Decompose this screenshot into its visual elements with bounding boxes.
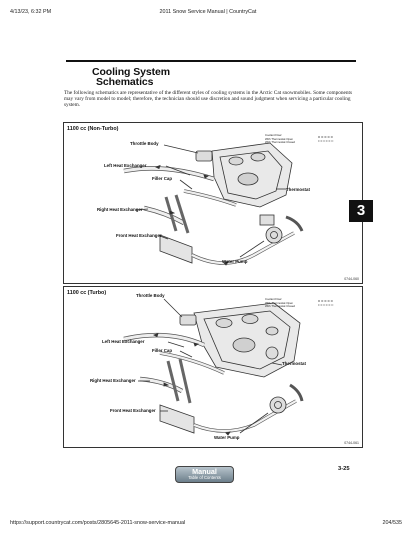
figure-title: 1100 cc (Non-Turbo) (67, 126, 119, 132)
print-page-count: 204/535 (382, 520, 402, 526)
turbo-schematic-drawing (64, 287, 362, 447)
label-thermostat: Thermostat (286, 187, 310, 192)
label-filler-cap: Filler Cap (152, 176, 173, 181)
label-right-heat-exchanger: Right Heat Exchanger (90, 378, 136, 383)
chapter-tab: 3 (349, 200, 373, 222)
non-turbo-schematic-drawing (64, 123, 362, 283)
figure-code: 0744-060 (344, 277, 359, 281)
figure-title: 1100 cc (Turbo) (67, 290, 107, 296)
legend-heading: Coolant Flow: (265, 297, 283, 301)
legend-row-open: With Thermostat Open (265, 300, 294, 305)
toc-button-line-2: Table of Contents (188, 475, 221, 480)
label-water-pump: Water Pump (214, 435, 240, 440)
label-right-heat-exchanger: Right Heat Exchanger (97, 207, 143, 212)
print-datetime: 4/13/23, 6:32 PM (10, 9, 52, 15)
print-url[interactable]: https://support.countrycat.com/posts/2805645-2011-snow-service-manual (10, 520, 186, 526)
title-line-2: Schematics (96, 76, 154, 89)
label-left-heat-exchanger: Left Heat Exchanger (102, 339, 145, 344)
title-text (92, 67, 356, 88)
flow-legend (265, 134, 295, 145)
flow-legend (265, 298, 295, 309)
legend-row-closed: With Thermostat Closed (265, 304, 295, 309)
legend-row-closed: With Thermostat Closed (265, 140, 295, 145)
label-water-pump: Water Pump (222, 259, 248, 264)
section-title (66, 60, 356, 88)
toc-button-line-1: Manual (192, 467, 217, 476)
legend-heading: Coolant Flow: (265, 133, 283, 137)
label-front-heat-exchanger: Front Heat Exchanger (116, 233, 162, 238)
legend-row-open: With Thermostat Open (265, 136, 294, 141)
figure-non-turbo (63, 122, 363, 284)
label-throttle-body: Throttle Body (130, 141, 159, 146)
label-thermostat: Thermostat (282, 361, 306, 366)
figure-turbo (63, 286, 363, 448)
label-filler-cap: Filler Cap (152, 348, 173, 353)
title-rule (66, 60, 356, 62)
table-of-contents-button[interactable] (175, 466, 234, 483)
intro-paragraph: The following schematics are representative of the different styles of cooling systems in the Arctic Cat snowmobiles. Some components may vary from model to model; therefore, the technician should use discretion and sound judgment when servicing a particular cooling system. (64, 90, 353, 109)
label-throttle-body: Throttle Body (136, 293, 165, 298)
print-page-title: 2011 Snow Service Manual | CountryCat (159, 9, 257, 15)
label-left-heat-exchanger: Left Heat Exchanger (104, 163, 147, 168)
page-number: 3-25 (338, 466, 350, 472)
figure-code: 0744-061 (344, 441, 359, 445)
label-front-heat-exchanger: Front Heat Exchanger (110, 408, 156, 413)
title-line-1: Cooling System (92, 65, 170, 78)
